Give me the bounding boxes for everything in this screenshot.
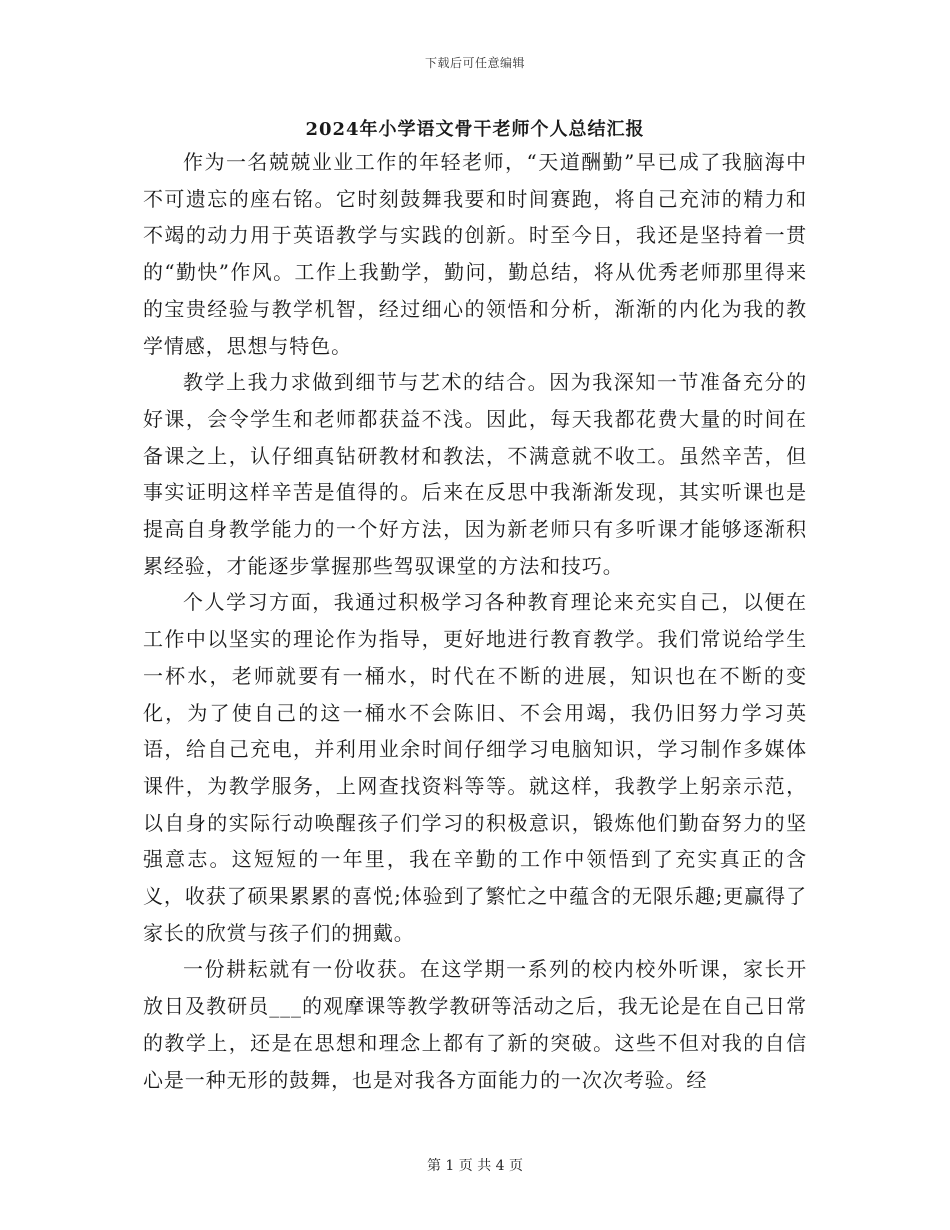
document-body [143, 144, 807, 1098]
paragraph-1: 作为一名兢兢业业工作的年轻老师，“天道酬勤”早已成了我脑海中不可遗忘的座右铭。它时刻鼓舞我要和时间赛跑，将自己充沛的精力和不竭的动力用于英语教学与实践的创新。时至今日，我还是坚持着一贯的“勤快”作风。工作上我勤学，勤问，勤总结，将从优秀老师那里得来的宝贵经验与教学机智，经过细心的领悟和分析，渐渐的内化为我的教学情感，思想与特色。 [143, 150, 807, 358]
page-number: 第 1 页 共 4 页 [426, 1158, 524, 1174]
document-title: 2024年小学语文骨干老师个人总结汇报 [305, 119, 645, 140]
header-note: 下载后可任意编辑 [424, 56, 525, 70]
paragraph-4: 一份耕耘就有一份收获。在这学期一系列的校内校外听课，家长开放日及教研员___的观摩课等教学教研等活动之后，我无论是在自己日常的教学上，还是在思想和理念上都有了新的突破。这些不但对我的自信心是一种无形的鼓舞，也是对我各方面能力的一次次考验。经 [143, 957, 807, 1092]
paragraph-3: 个人学习方面，我通过积极学习各种教育理论来充实自己，以便在工作中以坚实的理论作为指导，更好地进行教育教学。我们常说给学生一杯水，老师就要有一桶水，时代在不断的进展，知识也在不断的变化，为了使自己的这一桶水不会陈旧、不会用竭，我仍旧努力学习英语，给自己充电，并利用业余时间仔细学习电脑知识，学习制作多媒体课件，为教学服务，上网查找资料等等。就这样，我教学上躬亲示范，以自身的实际行动唤醒孩子们学习的积极意识，锻炼他们勤奋努力的坚强意志。这短短的一年里，我在辛勤的工作中领悟到了充实真正的含义，收获了硕果累累的喜悦;体验到了繁忙之中蕴含的无限乐趣;更赢得了家长的欣赏与孩子们的拥戴。 [143, 590, 807, 945]
paragraph-2: 教学上我力求做到细节与艺术的结合。因为我深知一节准备充分的好课，会令学生和老师都获益不浅。因此，每天我都花费大量的时间在备课之上，认仔细真钻研教材和教法，不满意就不收工。虽然辛苦，但事实证明这样辛苦是值得的。后来在反思中我渐渐发现，其实听课也是提高自身教学能力的一个好方法，因为新老师只有多听课才能够逐渐积累经验，才能逐步掌握那些驾驭课堂的方法和技巧。 [143, 370, 807, 578]
